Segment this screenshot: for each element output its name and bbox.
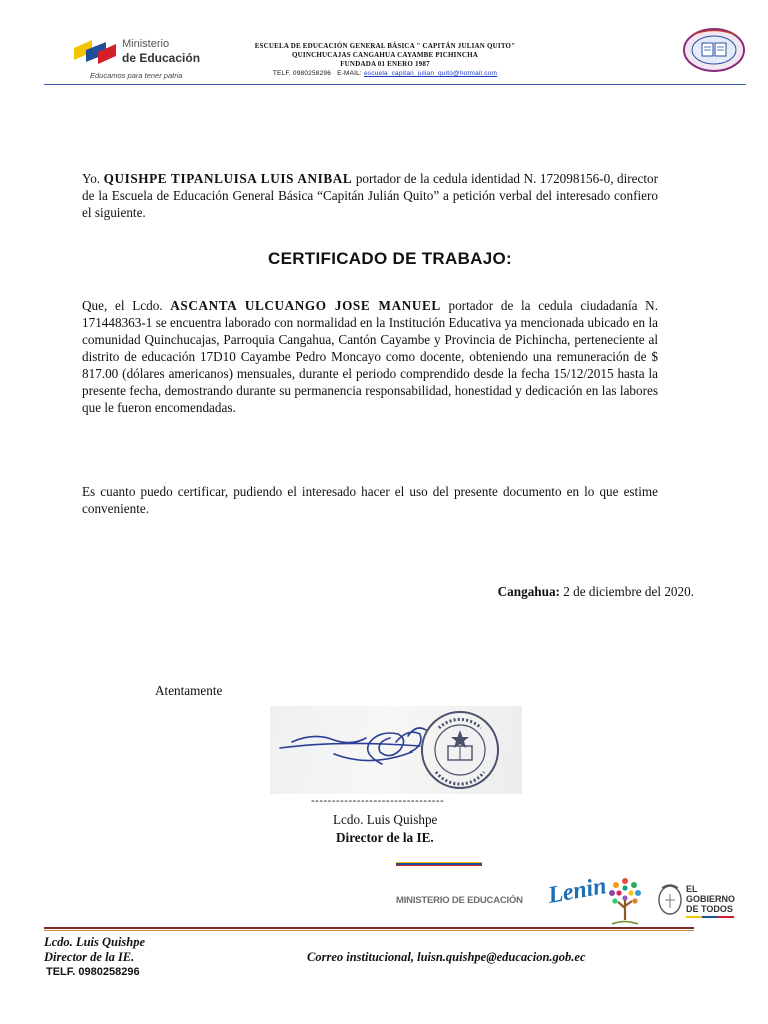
signer-name: Lcdo. Luis Quishpe — [333, 812, 438, 827]
body-prefix: Que, el Lcdo. — [82, 298, 163, 313]
school-founded: FUNDADA 01 ENERO 1987 — [340, 60, 430, 68]
school-header — [230, 42, 540, 78]
date: 2 de diciembre del 2020. — [563, 584, 694, 599]
school-contact — [230, 69, 540, 78]
place: Cangahua: — [497, 584, 560, 599]
certificate-body — [82, 297, 658, 416]
gobierno-line-1: EL — [686, 884, 698, 894]
footer-name: Lcdo. Luis Quishpe — [44, 935, 146, 949]
footer-email: Correo institucional, luisn.quishpe@educacion.gob.ec — [307, 950, 586, 964]
ministry-logo-tagline: Educamos para tener patria — [90, 71, 183, 80]
signature-and-seal — [270, 706, 522, 794]
coat-of-arms-icon — [659, 885, 681, 914]
school-address: QUINCHUCAJAS CANGAHUA CAYAMBE PICHINCHA — [292, 51, 478, 59]
regards: Atentamente — [155, 683, 223, 698]
document-title: CERTIFICADO DE TRABAJO: — [268, 249, 512, 268]
colorful-tree-logo-icon — [604, 874, 646, 930]
closing-paragraph: Es cuanto puedo certificar, pudiendo el interesado hacer el uso del presente documento en lo que estime conveniente. — [82, 484, 658, 516]
gobierno-line-2: GOBIERNO — [686, 894, 736, 904]
intro-text: portador de la cedula identidad N. 172098156-0, director de la Escuela de Educación General Básica “Capitán Julián Quito” a petición verbal del interesado confiero el siguiente. — [82, 171, 659, 220]
ecuador-flag-icon — [72, 38, 118, 66]
handwritten-signature-icon — [280, 728, 426, 764]
employee-name: ASCANTA ULCUANGO JOSE MANUEL — [170, 298, 441, 313]
gobierno-de-todos-logo — [656, 880, 736, 922]
ministry-of-education-logo — [72, 34, 212, 82]
signature-line: -------------------------------- — [311, 795, 445, 807]
lenin-logo: Lenin — [546, 873, 609, 909]
intro-paragraph — [82, 170, 658, 221]
institution-seal-icon — [422, 712, 498, 788]
gobierno-line-3: DE TODOS — [686, 904, 733, 914]
signer-role: Director de la IE. — [336, 830, 434, 845]
school-email-link[interactable]: escuela_capitan_julian_quito@hotmail.com — [363, 70, 498, 77]
intro-prefix: Yo. — [82, 171, 101, 186]
school-phone: TELF. 0980258296 — [272, 70, 332, 77]
ministry-logo-line1: Ministerio — [122, 38, 170, 50]
footer-divider — [44, 927, 694, 929]
school-name: ESCUELA DE EDUCACIÓN GENERAL BÁSICA " CAPITÁN JULIAN QUITO" — [254, 42, 516, 50]
ministerio-logo-text: MINISTERIO DE EDUCACIÓN — [396, 895, 523, 906]
email-label: E-MAIL: — [337, 70, 362, 77]
director-full-name: QUISHPE TIPANLUISA LUIS ANIBAL — [103, 171, 353, 186]
ministry-logo-line2: de Educación — [122, 51, 201, 65]
footer-role: Director de la IE. — [44, 950, 135, 964]
school-emblem-icon — [682, 26, 746, 74]
place-and-date — [498, 584, 694, 600]
footer-phone: TELF. 0980258296 — [46, 966, 140, 978]
header-divider — [44, 84, 746, 85]
footer-divider-accent — [44, 930, 694, 931]
ecuador-stripe — [396, 862, 482, 866]
body-text: portador de la cedula ciudadanía N. 171448363-1 se encuentra laborado con normalidad en la Institución Educativa ya mencionada ubicado en la comunidad Quinchucajas, Parroquia Cangahua, Cantón Cayambe y Provincia de Pichincha, perteneciente al distrito de educación 17D10 Cayambe Pedro Moncayo como docente, obteniendo una remuneración de $ 817.00 (dólares americanos) mensuales, durante el periodo comprendido desde la fecha 15/12/2015 hasta la presente fecha, demostrando durante su permanencia responsabilidad, honestidad y dedicación en las labores que le fueron encomendadas. — [82, 298, 658, 415]
